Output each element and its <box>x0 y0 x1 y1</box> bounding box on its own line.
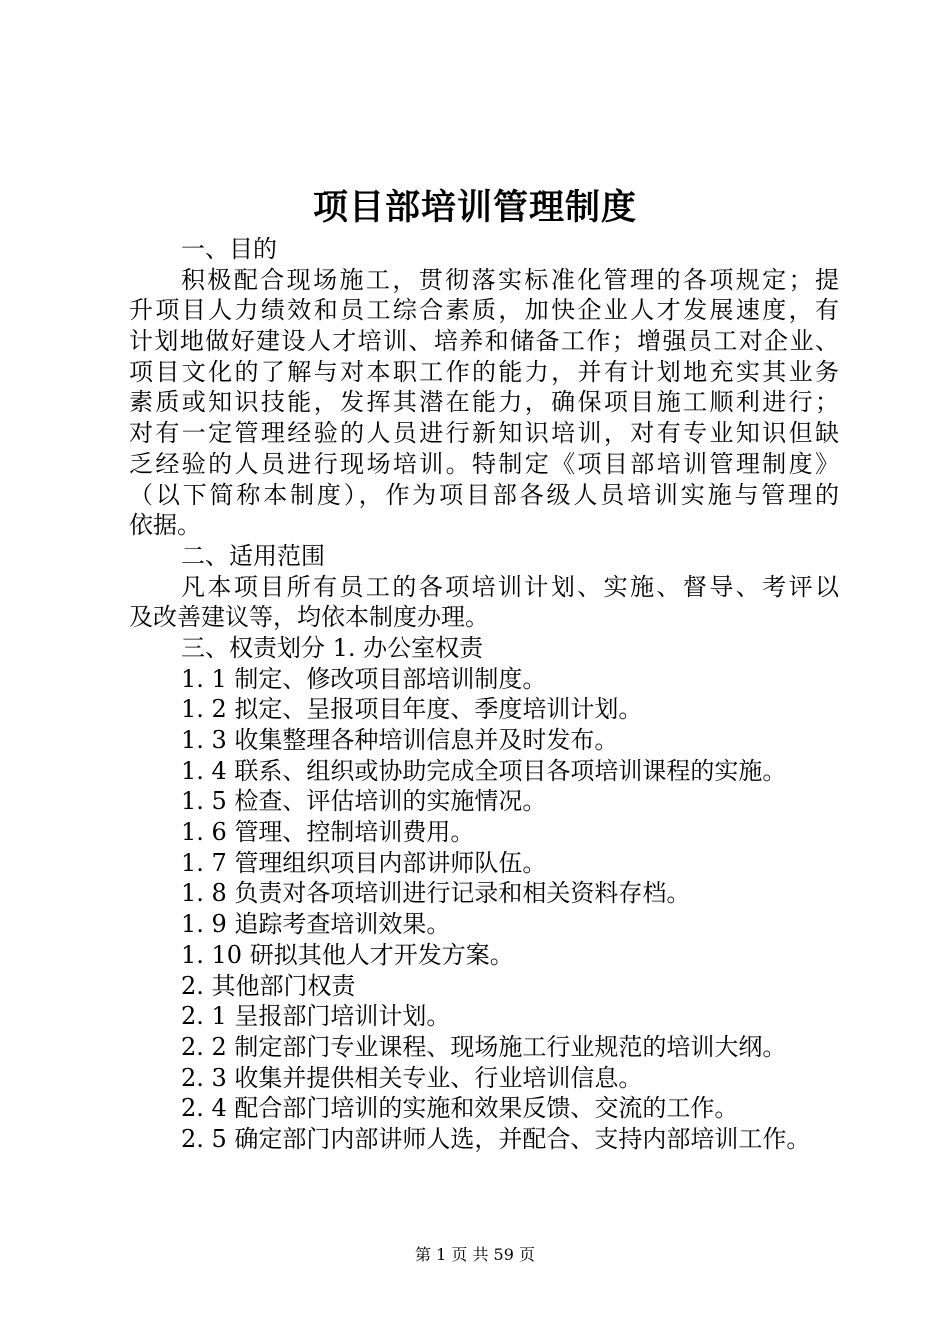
text-line: 一、目的 <box>181 235 277 263</box>
text-line: 对有一定管理经验的人员进行新知识培训，对有专业知识但缺 <box>129 419 839 448</box>
text-line: 1. 2 拟定、呈报项目年度、季度培训计划。 <box>181 695 643 724</box>
text-line: 1. 6 管理、控制培训费用。 <box>181 818 475 847</box>
text-line: 乏经验的人员进行现场培训。特制定《项目部培训管理制度》 <box>129 449 839 478</box>
text-line: 素质或知识技能，发挥其潜在能力，确保项目施工顺利进行； <box>129 388 839 417</box>
text-line: 1. 3 收集整理各种培训信息并及时发布。 <box>181 726 619 754</box>
text-line: 2. 3 收集并提供相关专业、行业培训信息。 <box>181 1063 643 1092</box>
text-line: 1. 8 负责对各项培训进行记录和相关资料存档。 <box>181 879 691 908</box>
text-line: 三、权责划分 1. 办公室权责 <box>181 633 484 662</box>
text-line: 依据。 <box>129 511 201 540</box>
text-line: 2. 5 确定部门内部讲师人选，并配合、支持内部培训工作。 <box>181 1124 811 1153</box>
text-line: 1. 9 追踪考查培训效果。 <box>181 910 451 939</box>
text-line: 2. 4 配合部门培训的实施和效果反馈、交流的工作。 <box>181 1094 739 1123</box>
document-title: 项目部培训管理制度 <box>312 187 637 228</box>
text-line: 1. 1 制定、修改项目部培训制度。 <box>181 664 547 693</box>
text-line: 二、适用范围 <box>181 541 325 570</box>
text-line: 积极配合现场施工，贯彻落实标准化管理的各项规定；提 <box>181 265 839 294</box>
page-footer: 第 1 页 共 59 页 <box>415 1245 535 1264</box>
text-line: 升项目人力绩效和员工综合素质，加快企业人才发展速度，有 <box>129 296 839 325</box>
text-line: 计划地做好建设人才培训、培养和储备工作；增强员工对企业、 <box>129 327 839 356</box>
document-body <box>129 234 839 1155</box>
text-line: 2. 1 呈报部门培训计划。 <box>181 1002 451 1031</box>
text-line: 1. 5 检查、评估培训的实施情况。 <box>181 787 547 816</box>
text-line: 2. 2 制定部门专业课程、现场施工行业规范的培训大纲。 <box>181 1032 787 1061</box>
text-line: 1. 7 管理组织项目内部讲师队伍。 <box>181 848 547 877</box>
text-line: 及改善建议等，均依本制度办理。 <box>129 603 489 632</box>
text-line: （以下简称本制度），作为项目部各级人员培训实施与管理的 <box>129 480 839 509</box>
text-line: 1. 10 研拟其他人才开发方案。 <box>181 940 514 969</box>
text-line: 2. 其他部门权责 <box>181 971 356 1000</box>
text-line: 1. 4 联系、组织或协助完成全项目各项培训课程的实施。 <box>181 756 787 785</box>
text-line: 凡本项目所有员工的各项培训计划、实施、督导、考评以 <box>181 572 839 601</box>
text-line: 项目文化的了解与对本职工作的能力，并有计划地充实其业务 <box>129 357 839 386</box>
